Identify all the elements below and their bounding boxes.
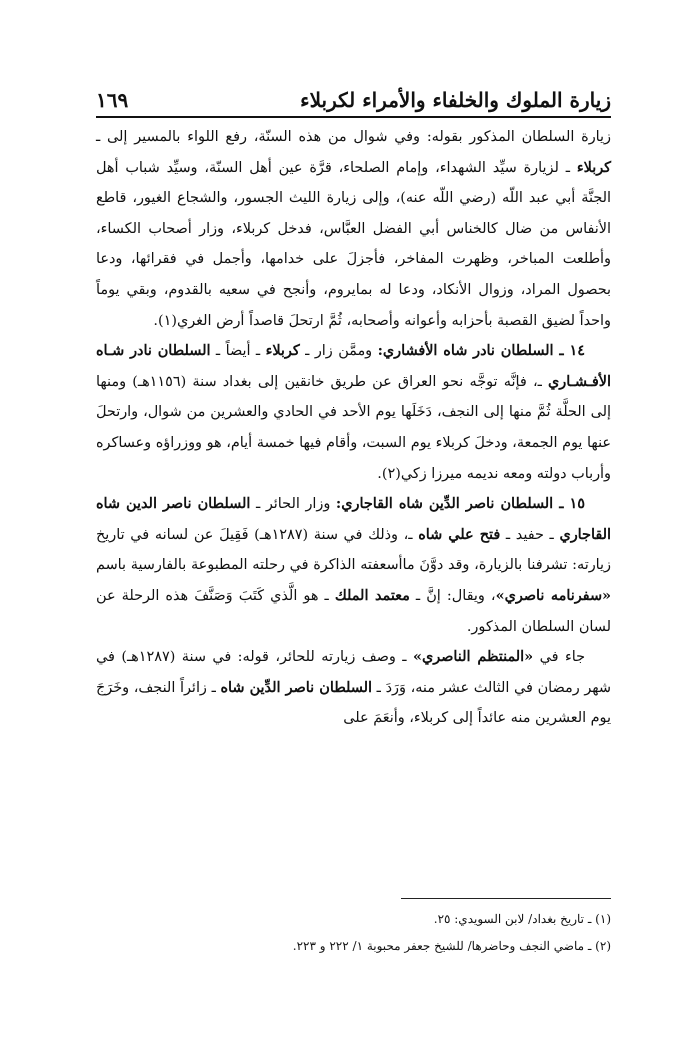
paragraph-4: جاء في «المنتظم الناصري» ـ وصف زيارته للحائر، قوله: في سنة (١٢٨٧هـ) في شهر رمضان في الثالث عشر منه، وَرَدَ ـ السلطان ناصر الدِّين شاه ـ زائراً النجف، وخَرَجَ يوم العشرين منه عائداً إلى كربلاء، وأنعَمَ على (96, 648, 611, 727)
bold-term: كربلاء (265, 342, 300, 360)
bold-term: «المنتظم الناصري» (412, 648, 534, 666)
section-heading: ١٥ ـ السلطان ناصر الدِّين شاه القاجاري: (335, 495, 585, 513)
footnote-1: (١) ـ تاريخ بغداد/ لابن السويدي: ٢٥. (433, 912, 611, 926)
bold-term: السلطان ناصر الدين شاه القاجاري (96, 495, 611, 543)
page-number: ١٦٩ (96, 88, 129, 112)
running-title: زيارة الملوك والخلفاء والأمراء لكربلاء (300, 88, 611, 112)
footnote-2: (٢) ـ ماضي النجف وحاضرها/ للشيخ جعفر محبوبة ١/ ٢٢٢ و ٢٢٣. (292, 939, 611, 953)
bold-term: «سفرنامه ناصري» (495, 586, 611, 604)
bold-term: السلطان نادر شـاه الأفـشـاري (96, 342, 611, 390)
footnote-rule (401, 898, 611, 899)
footnote-ref: (١) (157, 312, 177, 329)
paragraph-3: ١٥ ـ السلطان ناصر الدِّين شاه القاجاري: وزار الحائر ـ السلطان ناصر الدين شاه القاجاري ـ حفيد ـ فتح علي شاه ـ، وذلك في سنة (١٢٨٧هـ) فَقِيلَ عن لسانه في تاريخ زيارته: تشرفنا بالزيارة، وقد دوَّنَ ماأسعفته الذاكرة في رحلته المطبوعة بالفارسية باسم «سفرنامه ناصري»، ويقال: إنَّ ـ معتمد الملك ـ هو الَّذي كَتَبَ وَصَنَّفَ هذه الرحلة عن لسان السلطان المذكور. (96, 495, 611, 635)
paragraph-2: ١٤ ـ السلطان نادر شاه الأفشاري: وممَّن زار ـ كربلاء ـ أيضاً ـ السلطان نادر شـاه الأفـشـاري ـ، فإنَّه توجَّه نحو العراق عن طريق خانقين إلى بغداد سنة (١١٥٦هـ) ومنها إلى الحلَّة ثُمَّ منها إلى النجف، دَخَلَها يوم الأحد في الحادي والعشرين من شوال، وارتحلَ عنها يوم الجمعة، ودخلَ كربلاء يوم السبت، وأقام فيها خمسة أيام، هو ووزراؤه وعساكره وأرباب دولته ومعه نديمه ميرزا زكي(٢). (96, 342, 611, 482)
footnote-ref: (٢) (381, 465, 401, 482)
bold-term: كربلاء (576, 158, 611, 176)
bold-term: معتمد الملك (334, 586, 410, 604)
header-rule (96, 116, 611, 118)
section-heading: ١٤ ـ السلطان نادر شاه الأفشاري: (377, 342, 585, 360)
body-text (96, 122, 611, 734)
paragraph-1: زيارة السلطان المذكور بقوله: وفي شوال من هذه السنّة، رفع اللواء بالمسير إلى ـ كربلاء ـ لزيارة سيِّد الشهداء، وإمام الصلحاء، قرَّة عين أهل السنّة، وسيِّد شباب أهل الجنَّة أبي عبد اللّه (رضي اللّه عنه)، وإلى زيارة الليث الجسور، والشجاع الغيور، قاطع الأنفاس من ضال كالخناس أبي الفضل العبَّاس، فدخل كربلاء، وزار أصحاب الكساء، وأطلعت المباخر، وظهرت المفاخر، فأجزلَ على خدامها، وأجمل في فقرائها، ودعا بحصول المراد، وزوال الأنكاد، ودعا له بمايروم، وأنجح في سعيه بالقدوم، وبقي يوماً واحداً لضيق القصبة بأحزابه وأعوانه وأصحابه، ثُمَّ ارتحلَ قاصداً أرض الغري(١). (96, 129, 611, 329)
bold-term: فتح علي شاه (418, 525, 501, 543)
bold-term: السلطان ناصر الدِّين شاه (220, 678, 372, 696)
page-header (96, 80, 611, 112)
footnotes (96, 906, 611, 960)
